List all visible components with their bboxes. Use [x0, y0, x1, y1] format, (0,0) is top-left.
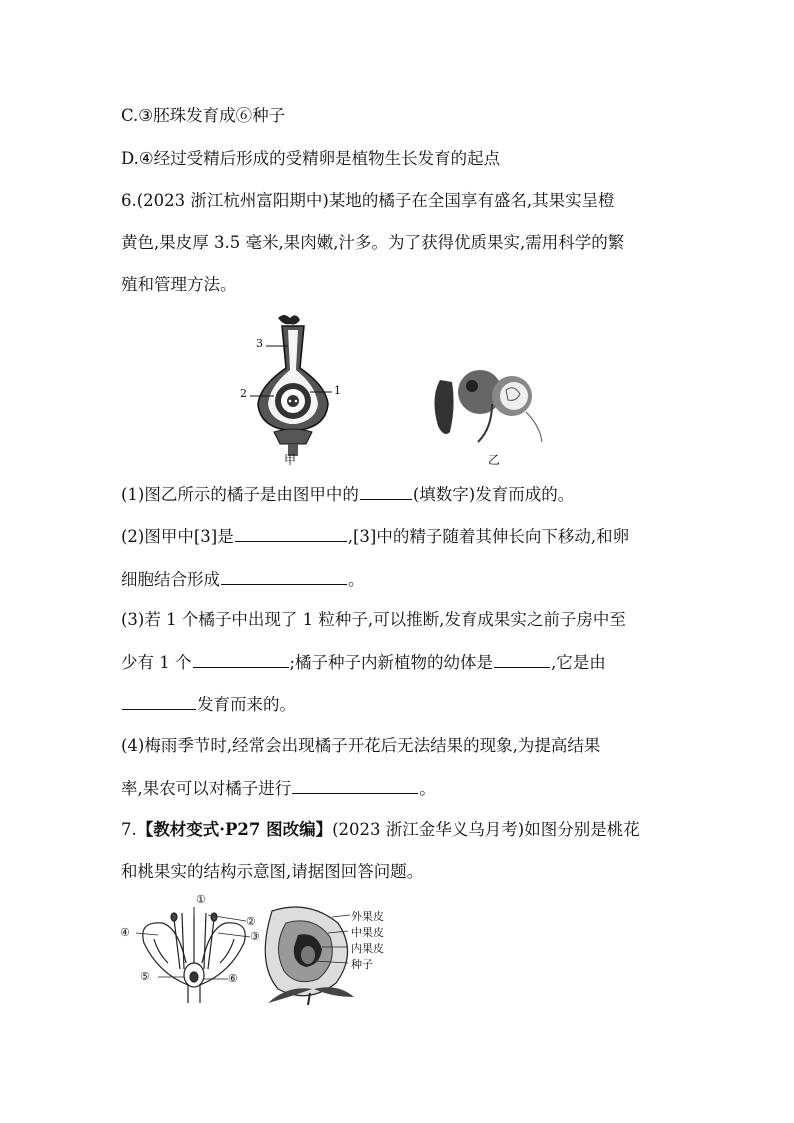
q6-part-3-text-c: ;橘子种子内新植物的幼体是	[289, 653, 494, 672]
q7-tag: 【教材变式·P27 图改编】	[136, 820, 333, 839]
q6-part-2-text-c: 细胞结合形成	[121, 570, 220, 589]
q6-part-2-blank-2[interactable]	[221, 567, 347, 585]
orange-diagram	[434, 370, 542, 442]
option-d: D.④经过受精后形成的受精卵是植物生长发育的起点	[121, 149, 501, 168]
q6-part-2-blank-1[interactable]	[235, 524, 347, 542]
q6-part-2-text-a: (2)图甲中[3]是	[121, 527, 234, 546]
q6-part-3-line-3	[121, 692, 296, 717]
q6-stem-line-2: 黄色,果皮厚 3.5 毫米,果肉嫩,汁多。为了获得优质果实,需用科学的繁	[121, 233, 625, 252]
q6-stem-line-3: 殖和管理方法。	[121, 275, 237, 294]
q6-part-3-blank-1[interactable]	[193, 650, 289, 668]
fruit-label-seed: 种子	[351, 958, 373, 971]
q6-stem-line-1: 6.(2023 浙江杭州富阳期中)某地的橘子在全国享有盛名,其果实呈橙	[121, 191, 615, 210]
q7-number: 7.	[121, 820, 137, 839]
flower-label-1: ①	[196, 893, 206, 906]
q7-line-1	[121, 818, 640, 842]
pistil-label-2: 2	[240, 387, 247, 400]
q6-part-2-line-1	[121, 524, 629, 549]
pistil-orange-illustration	[230, 308, 550, 468]
q6-part-4-text-c: 。	[419, 779, 436, 798]
q6-part-3-blank-2[interactable]	[494, 650, 550, 668]
flower-label-6: ⑥	[228, 972, 238, 985]
q6-part-1-text-b: (填数字)发育而成的。	[412, 485, 575, 504]
q6-part-2-text-b: ,[3]中的精子随着其伸长向下移动,和卵	[347, 527, 630, 546]
q6-part-4-line-2	[121, 776, 436, 801]
q6-part-3-text-d: ,它是由	[551, 653, 606, 672]
fruit-label-endocarp: 内果皮	[351, 942, 384, 955]
q6-part-4-blank[interactable]	[292, 776, 418, 794]
q6-part-2-line-2	[121, 567, 365, 592]
pistil-label-3: 3	[256, 337, 263, 350]
flower-label-4: ④	[120, 926, 130, 939]
caption-yi: 乙	[488, 453, 501, 467]
peach-fruit-diagram	[265, 907, 354, 1005]
fruit-label-exocarp: 外果皮	[351, 910, 384, 923]
q6-part-1-text-a: (1)图乙所示的橘子是由图甲中的	[121, 485, 359, 504]
q6-part-1	[121, 482, 574, 507]
fruit-label-mesocarp: 中果皮	[351, 926, 384, 939]
q6-part-4-line-1: (4)梅雨季节时,经常会出现橘子开花后无法结果的现象,为提高结果	[121, 736, 601, 755]
figure-peach-flower-and-fruit	[118, 893, 408, 1008]
q7-line-2: 和桃果实的结构示意图,请据图回答问题。	[121, 862, 424, 881]
option-c: C.③胚珠发育成⑥种子	[121, 106, 286, 125]
q7-text-a: (2023 浙江金华义乌月考)如图分别是桃花	[332, 820, 640, 839]
flower-label-5: ⑤	[140, 970, 150, 983]
q6-part-3-blank-3[interactable]	[122, 692, 196, 710]
figure-pistil-and-orange	[230, 308, 550, 468]
q6-part-3-text-b: 少有 1 个	[121, 653, 192, 672]
q6-part-3-line-1: (3)若 1 个橘子中出现了 1 粒种子,可以推断,发育成果实之前子房中至	[121, 610, 626, 629]
q6-part-4-text-b: 率,果农可以对橘子进行	[121, 779, 292, 798]
q6-part-2-text-d: 。	[348, 570, 365, 589]
flower-label-2: ②	[246, 915, 256, 928]
flower-label-3: ③	[250, 930, 260, 943]
q6-part-3-text-e: 发育而来的。	[197, 695, 296, 714]
q6-part-1-blank[interactable]	[360, 482, 412, 500]
peach-flower-diagram	[136, 907, 250, 1003]
caption-jia: 甲	[284, 453, 297, 467]
pistil-label-1: 1	[334, 384, 341, 397]
q6-part-3-line-2	[121, 650, 606, 675]
